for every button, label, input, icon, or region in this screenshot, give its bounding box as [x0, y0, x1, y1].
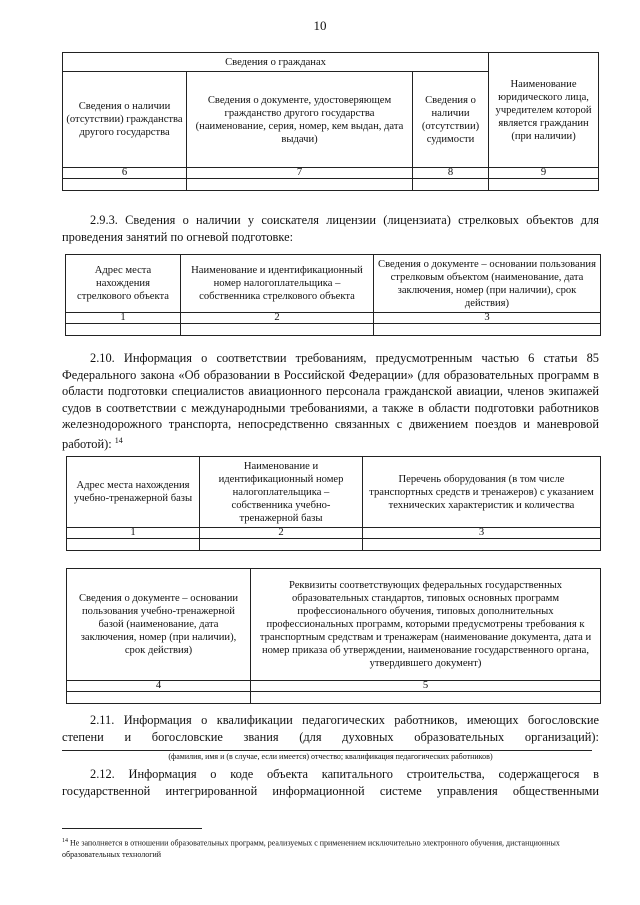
empty-cell[interactable] [200, 539, 363, 551]
column-number: 7 [187, 168, 413, 179]
group-header: Сведения о гражданах [63, 53, 489, 72]
header-cell: Адрес места нахождения стрелкового объекта [66, 255, 181, 313]
field-caption: (фамилия, имя и (в случае, если имеется) отчество; квалификация педагогических работников) [168, 752, 493, 761]
empty-cell[interactable] [251, 692, 601, 704]
footnote [62, 836, 599, 860]
header-cell: Сведения о документе – основании пользования стрелковым объектом (наименование, дата заключения, номер (при наличии), срок действия) [374, 255, 601, 313]
empty-cell[interactable] [363, 539, 601, 551]
column-number: 2 [181, 313, 374, 324]
training-base-table-1 [66, 456, 601, 551]
header-cell: Перечень оборудования (в том числе транспортных средств и тренажеров) с указанием технических характеристик и количества [363, 457, 601, 528]
section-2-12: 2.12. Информация о коде объекта капитального строительства, содержащегося в государственной интегрированной информационной системе управления общественными [62, 767, 599, 798]
column-number: 8 [413, 168, 489, 179]
training-base-table-2 [66, 568, 601, 704]
column-number: 3 [363, 528, 601, 539]
citizens-table [62, 52, 599, 191]
empty-cell[interactable] [67, 692, 251, 704]
footnote-ref[interactable]: 14 [114, 435, 123, 445]
column-number: 2 [200, 528, 363, 539]
section-2-11: 2.11. Информация о квалификации педагогических работников, имеющих богословские степени и богословские звания (для духовных образовательных организаций): [62, 713, 599, 744]
shooting-objects-table [65, 254, 601, 336]
empty-cell[interactable] [489, 179, 599, 191]
footnote-number: 14 [62, 838, 68, 844]
header-cell: Наименование юридического лица, учредителем которой является гражданин (при наличии) [489, 53, 599, 168]
empty-cell[interactable] [67, 539, 200, 551]
header-cell: Реквизиты соответствующих федеральных государственных образовательных стандартов, типовых основных программ профессионального обучения, типовых дополнительных профессиональных программ, которыми предусмотрены требования к транспортным средствам и тренажерам (наименование документа, дата и номер приказа об утверждении, наименование государственного органа, утвердившего документ) [251, 569, 601, 681]
column-number: 3 [374, 313, 601, 324]
header-cell: Сведения о документе – основании пользования учебно-тренажерной базой (наименование, дата заключения, номер (при наличии), срок действия) [67, 569, 251, 681]
column-number: 6 [63, 168, 187, 179]
column-number: 9 [489, 168, 599, 179]
empty-cell[interactable] [374, 324, 601, 336]
footnote-divider [62, 828, 202, 829]
column-number: 1 [66, 313, 181, 324]
header-cell: Сведения о наличии (отсутствии) судимости [413, 72, 489, 168]
header-cell: Наименование и идентификационный номер налогоплательщика – собственника учебно-тренажерной базы [200, 457, 363, 528]
column-number: 5 [251, 681, 601, 692]
header-cell: Сведения о документе, удостоверяющем гражданство другого государства (наименование, серия, номер, кем выдан, дата выдачи) [187, 72, 413, 168]
empty-cell[interactable] [63, 179, 187, 191]
header-cell: Наименование и идентификационный номер налогоплательщика – собственника стрелкового объекта [181, 255, 374, 313]
header-cell: Сведения о наличии (отсутствии) гражданства другого государства [63, 72, 187, 168]
section-2-9-3: 2.9.3. Сведения о наличии у соискателя лицензии (лицензиата) стрелковых объектов для проведения занятий по огневой подготовке: [62, 213, 599, 244]
column-number: 1 [67, 528, 200, 539]
header-cell: Адрес места нахождения учебно-тренажерной базы [67, 457, 200, 528]
section-2-10: 2.10. Информация о соответствии требованиям, предусмотренным частью 6 статьи 85 Федерального закона «Об образовании в Российской Федерации» (для образовательных программ в области подготовки специалистов авиационного персонала гражданской авиации, членов экипажей судов в соответствии с международными требованиями, а также в области подготовки работников железнодорожного транспорта, непосредственно связанных с движением поездов и маневровой работой): $^{14}$ [62, 351, 599, 451]
empty-cell[interactable] [413, 179, 489, 191]
qualification-input-line[interactable] [62, 750, 592, 751]
footnote-text: Не заполняется в отношении образовательных программ, реализуемых с применением исключительно электронного обучения, дистанционных образовательных технологий [62, 838, 560, 859]
empty-cell[interactable] [181, 324, 374, 336]
column-number: 4 [67, 681, 251, 692]
page-number: 10 [313, 18, 327, 33]
empty-cell[interactable] [66, 324, 181, 336]
empty-cell[interactable] [187, 179, 413, 191]
